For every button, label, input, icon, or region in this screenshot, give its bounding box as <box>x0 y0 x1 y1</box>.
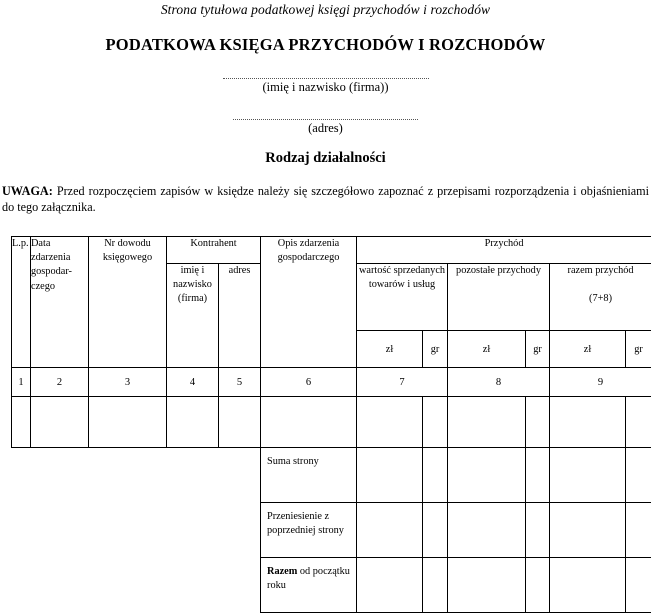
summary-cell-przeniesienie-wartosc-zl[interactable] <box>357 503 423 558</box>
summary-label-razem-bold: Razem <box>267 566 297 577</box>
header-cell-razem-przychod <box>550 264 651 331</box>
header-group-kontrahent: Kontrahent <box>167 237 261 264</box>
summary-row-suma-strony <box>12 448 651 503</box>
header-group-przychod: Przychód <box>357 237 651 264</box>
entry-cell-wartosc-zl[interactable] <box>357 397 423 448</box>
table-column-number-row <box>12 368 651 397</box>
address-line-label: (adres) <box>0 121 651 136</box>
notice-lead-label: UWAGA: <box>2 184 53 198</box>
entry-cell-imie-nazwisko[interactable] <box>167 397 219 448</box>
entry-cell-pozostale-gr[interactable] <box>526 397 550 448</box>
summary-cell-razem-pozostale-gr[interactable] <box>526 558 550 613</box>
header-cell-imie-nazwisko: imię i nazwisko (firma) <box>167 264 219 368</box>
summary-cell-suma-pozostale-zl[interactable] <box>448 448 526 503</box>
column-number-1: 1 <box>12 368 31 397</box>
header-cell-nr-dowodu: Nr dowodu księgowego <box>89 237 167 368</box>
header-cell-data-zdarzenia: Data zdarzenia gospodar-czego <box>31 237 89 368</box>
summary-cell-razem-pozostale-zl[interactable] <box>448 558 526 613</box>
header-cell-opis: Opis zdarzenia gospodarczego <box>261 237 357 368</box>
address-entry-block <box>0 111 651 136</box>
summary-cell-przeniesienie-razem-gr[interactable] <box>626 503 651 558</box>
summary-cell-przeniesienie-pozostale-gr[interactable] <box>526 503 550 558</box>
notice-body-text: Przed rozpoczęciem zapisów w księdze należy się szczegółowo zapoznać z przepisami rozporządzenia i objaśnieniami do tego załącznika. <box>2 184 649 214</box>
entry-cell-data-zdarzenia[interactable] <box>31 397 89 448</box>
section-title-activity-type: Rodzaj działalności <box>0 150 651 167</box>
document-title: PODATKOWA KSIĘGA PRZYCHODÓW I ROZCHODÓW <box>0 35 651 55</box>
summary-cell-razem-razem-gr[interactable] <box>626 558 651 613</box>
unit-cell-zl-8: zł <box>448 331 526 368</box>
entry-cell-razem-zl[interactable] <box>550 397 626 448</box>
entry-cell-lp[interactable] <box>12 397 31 448</box>
unit-cell-zl-7: zł <box>357 331 423 368</box>
summary-cell-przeniesienie-wartosc-gr[interactable] <box>423 503 448 558</box>
summary-spacer-left <box>12 448 261 503</box>
summary-cell-razem-wartosc-gr[interactable] <box>423 558 448 613</box>
header-cell-lp: L.p. <box>12 237 31 368</box>
document-subtitle: Strona tytułowa podatkowej księgi przychodów i rozchodów <box>0 2 651 18</box>
summary-cell-suma-razem-zl[interactable] <box>550 448 626 503</box>
table-header-group-row <box>12 237 651 264</box>
name-entry-block <box>0 70 651 95</box>
summary-spacer-left-3 <box>12 558 261 613</box>
entry-cell-nr-dowodu[interactable] <box>89 397 167 448</box>
column-number-6: 6 <box>261 368 357 397</box>
header-cell-pozostale-przychody: pozostałe przychody <box>448 264 550 331</box>
address-dotted-line[interactable] <box>233 111 418 120</box>
summary-cell-suma-wartosc-gr[interactable] <box>423 448 448 503</box>
entry-cell-adres[interactable] <box>219 397 261 448</box>
summary-cell-suma-razem-gr[interactable] <box>626 448 651 503</box>
summary-label-przeniesienie: Przeniesienie z poprzedniej strony <box>261 503 357 558</box>
razem-przychod-label: razem przychód <box>568 265 634 276</box>
summary-label-razem-rest: od początku roku <box>267 566 350 591</box>
column-number-9: 9 <box>550 368 651 397</box>
column-number-3: 3 <box>89 368 167 397</box>
summary-label-razem-od-poczatku-roku <box>261 558 357 613</box>
unit-cell-gr-8: gr <box>526 331 550 368</box>
kpir-table-container <box>11 236 651 598</box>
summary-cell-przeniesienie-pozostale-zl[interactable] <box>448 503 526 558</box>
entry-cell-pozostale-zl[interactable] <box>448 397 526 448</box>
column-number-7: 7 <box>357 368 448 397</box>
table-row <box>12 397 651 448</box>
kpir-table <box>11 236 651 613</box>
header-cell-adres: adres <box>219 264 261 368</box>
header-cell-wartosc-sprzedanych: wartość sprzedanych towarów i usług <box>357 264 448 331</box>
name-dotted-line[interactable] <box>223 70 429 79</box>
summary-row-przeniesienie <box>12 503 651 558</box>
summary-label-suma-strony: Suma strony <box>261 448 357 503</box>
summary-cell-razem-wartosc-zl[interactable] <box>357 558 423 613</box>
entry-cell-razem-gr[interactable] <box>626 397 651 448</box>
column-number-4: 4 <box>167 368 219 397</box>
entry-cell-wartosc-gr[interactable] <box>423 397 448 448</box>
unit-cell-zl-9: zł <box>550 331 626 368</box>
summary-cell-przeniesienie-razem-zl[interactable] <box>550 503 626 558</box>
notice-paragraph <box>2 183 649 215</box>
summary-cell-suma-pozostale-gr[interactable] <box>526 448 550 503</box>
summary-spacer-left-2 <box>12 503 261 558</box>
unit-cell-gr-7: gr <box>423 331 448 368</box>
unit-cell-gr-9: gr <box>626 331 651 368</box>
entry-cell-opis[interactable] <box>261 397 357 448</box>
razem-przychod-formula: (7+8) <box>589 293 612 304</box>
column-number-8: 8 <box>448 368 550 397</box>
name-line-label: (imię i nazwisko (firma)) <box>0 80 651 95</box>
summary-cell-razem-razem-zl[interactable] <box>550 558 626 613</box>
summary-cell-suma-wartosc-zl[interactable] <box>357 448 423 503</box>
column-number-2: 2 <box>31 368 89 397</box>
summary-row-razem-od-poczatku-roku <box>12 558 651 613</box>
column-number-5: 5 <box>219 368 261 397</box>
